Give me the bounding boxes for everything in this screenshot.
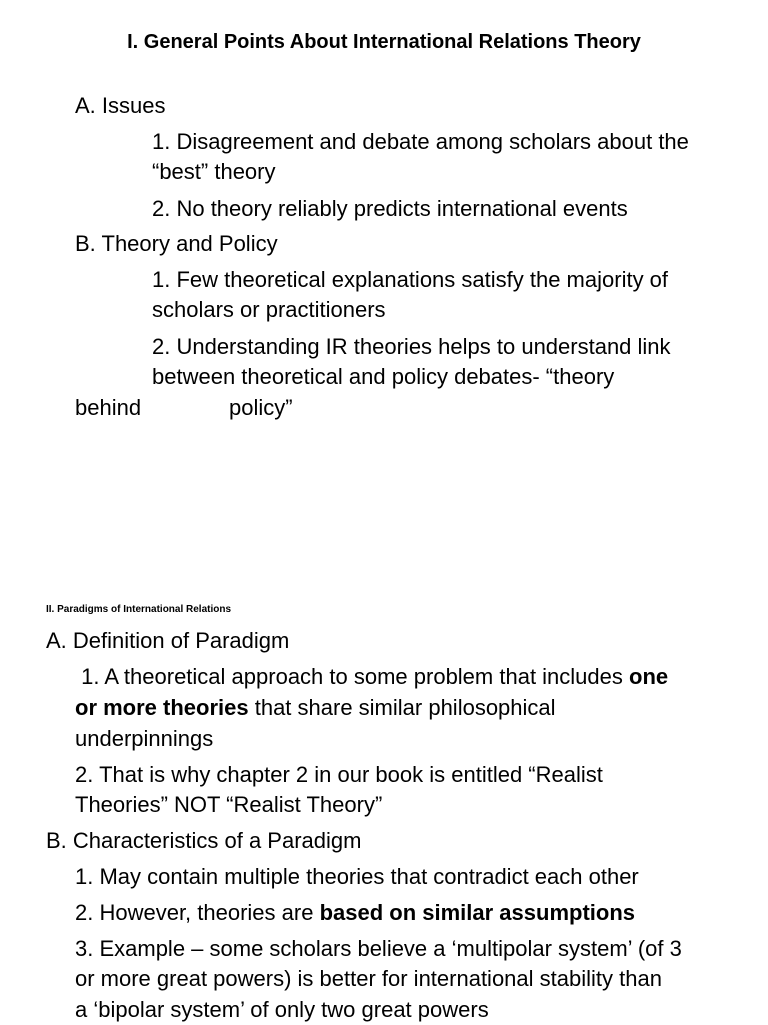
definition-1-line-1-text: 1. A theoretical approach to some problem that includes [75, 664, 629, 689]
issue-2: 2. No theory reliably predicts international events [152, 196, 628, 221]
characteristic-2 [75, 898, 635, 928]
heading-characteristics-of-paradigm: B. Characteristics of a Paradigm [46, 828, 362, 853]
issue-1-line-2: “best” theory [152, 159, 276, 184]
theory-policy-2-line-1: 2. Understanding IR theories helps to understand link [152, 334, 671, 359]
theory-policy-2-line-3a: behind [75, 395, 142, 420]
characteristic-2-text: 2. However, theories are [75, 900, 320, 925]
section-2-title: II. Paradigms of International Relations [46, 604, 232, 615]
definition-2-line-1: 2. That is why chapter 2 in our book is entitled “Realist [75, 762, 603, 787]
heading-definition-of-paradigm: A. Definition of Paradigm [46, 628, 290, 653]
theory-policy-1-line-2: scholars or practitioners [152, 297, 386, 322]
definition-2-line-2: Theories” NOT “Realist Theory” [75, 792, 383, 817]
characteristic-3-line-2: or more great powers) is better for international stability than [75, 966, 662, 991]
theory-policy-2-line-3b: policy” [229, 395, 293, 420]
section-1-title: I. General Points About International Relations Theory [127, 31, 641, 53]
issue-1-line-1: 1. Disagreement and debate among scholars about the [152, 129, 689, 154]
characteristic-3-line-1: 3. Example – some scholars believe a ‘multipolar system’ (of 3 [75, 936, 682, 961]
characteristic-1: 1. May contain multiple theories that contradict each other [75, 864, 639, 889]
characteristic-3-line-3: a ‘bipolar system’ of only two great powers [75, 997, 489, 1022]
heading-theory-and-policy: B. Theory and Policy [75, 231, 278, 256]
characteristic-2-bold: based on similar assumptions [319, 900, 636, 925]
definition-1-line-2-bold: or more theories [75, 695, 249, 720]
theory-policy-1-line-1: 1. Few theoretical explanations satisfy the majority of [152, 267, 669, 292]
theory-policy-2-line-2: between theoretical and policy debates- “theory [152, 364, 615, 389]
definition-1-line-2-text: that share similar philosophical [248, 695, 556, 720]
heading-issues: A. Issues [75, 93, 166, 118]
definition-1-line-1 [75, 662, 668, 692]
definition-1-line-3: underpinnings [75, 726, 214, 751]
definition-1-line-2 [75, 693, 556, 723]
definition-1-line-1-bold: one [629, 664, 669, 689]
